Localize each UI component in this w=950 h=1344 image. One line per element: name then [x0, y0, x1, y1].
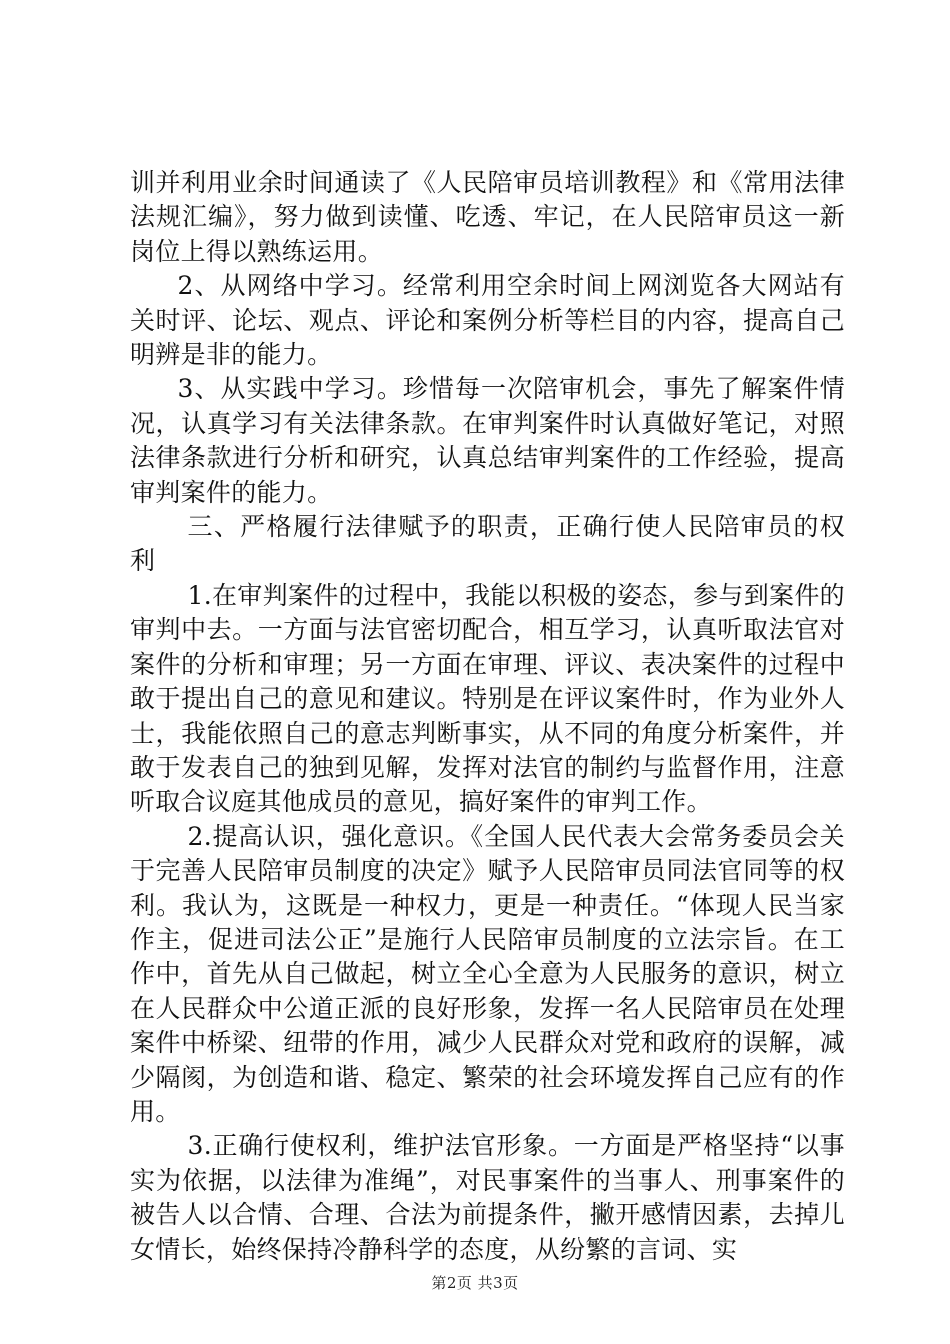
paragraph-point-2: 2.提高认识，强化意识。《全国人民代表大会常务委员会关于完善人民陪审员制度的决定》赋予人民陪审员同法官同等的权利。我认为，这既是一种权力，更是一种责任。“体现人民当家作主，促进司法公正”是施行人民陪审员制度的立法宗旨。在工作中，首先从自己做起，树立全心全意为人民服务的意识，树立在人民群众中公道正派的良好形象，发挥一名人民陪审员在处理案件中桥梁、纽带的作用，减少人民群众对党和政府的误解，减少隔阂，为创造和谐、稳定、繁荣的社会环境发挥自己应有的作用。 — [130, 821, 845, 1126]
document-body — [130, 166, 845, 1267]
page-number-footer: 第2页 共3页 — [431, 1274, 519, 1292]
paragraph-learn-from-practice: 3、从实践中学习。珍惜每一次陪审机会，事先了解案件情况，认真学习有关法律条款。在审判案件时认真做好笔记，对照法律条款进行分析和研究，认真总结审判案件的工作经验，提高审判案件的能力。 — [130, 374, 845, 507]
paragraph-point-1: 1.在审判案件的过程中，我能以积极的姿态，参与到案件的审判中去。一方面与法官密切配合，相互学习，认真听取法官对案件的分析和审理；另一方面在审理、评议、表决案件的过程中敢于提出自己的意见和建议。特别是在评议案件时，作为业外人士，我能依照自己的意志判断事实，从不同的角度分析案件，并敢于发表自己的独到见解，发挥对法官的制约与监督作用，注意听取合议庭其他成员的意见，搞好案件的审判工作。 — [130, 580, 845, 817]
section-heading-three: 三、严格履行法律赋予的职责，正确行使人民陪审员的权利 — [130, 512, 845, 576]
paragraph-learn-from-network: 2、从网络中学习。经常利用空余时间上网浏览各大网站有关时评、论坛、观点、评论和案例分析等栏目的内容，提高自己明辨是非的能力。 — [130, 271, 845, 370]
paragraph-continuation: 训并利用业余时间通读了《人民陪审员培训教程》和《常用法律法规汇编》，努力做到读懂、吃透、牢记，在人民陪审员这一新岗位上得以熟练运用。 — [130, 168, 845, 266]
paragraph-point-3: 3.正确行使权利，维护法官形象。一方面是严格坚持“以事实为依据，以法律为准绳”，对民事案件的当事人、刑事案件的被告人以合情、合理、合法为前提条件，撇开感情因素，去掉儿女情长，始终保持冷静科学的态度，从纷繁的言词、实 — [130, 1131, 845, 1264]
